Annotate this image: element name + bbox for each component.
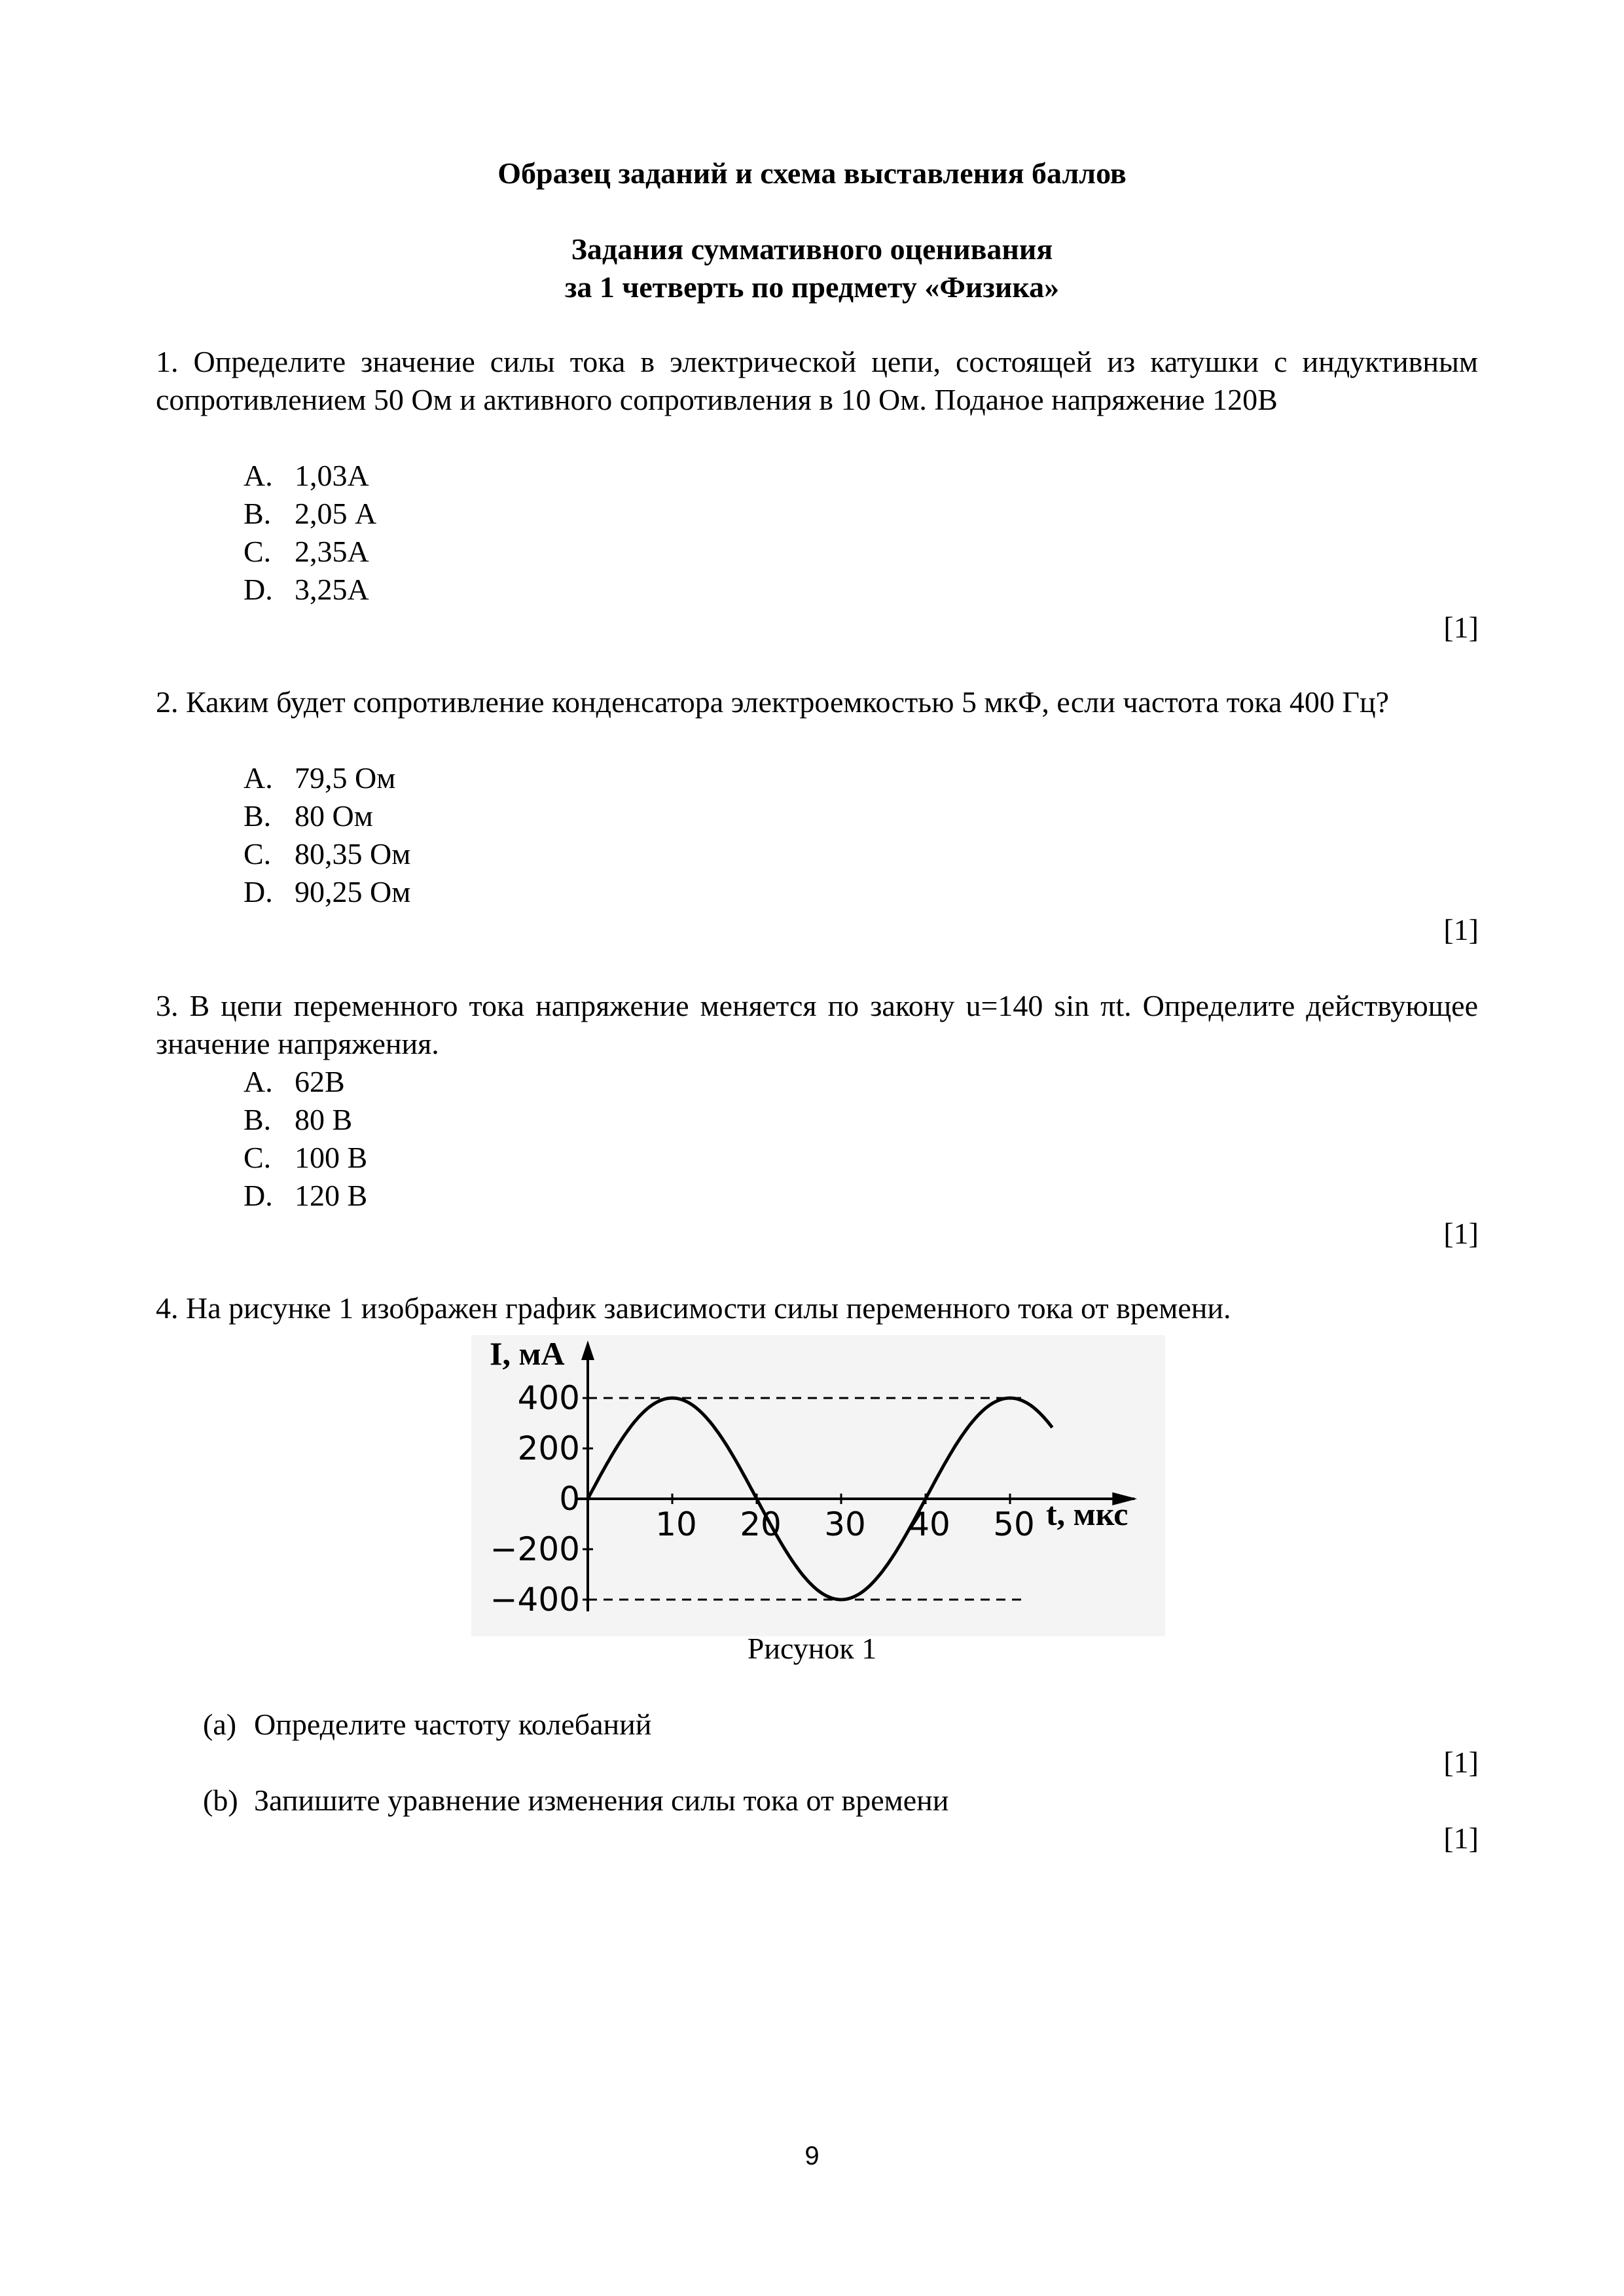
question-3-options xyxy=(244,1063,367,1215)
question-2-options xyxy=(244,759,410,911)
option-d: D. 120 В xyxy=(244,1179,368,1212)
page-number: 9 xyxy=(804,2142,820,2170)
subquestion-a-score: [1] xyxy=(1443,1746,1479,1779)
current-vs-time-graph xyxy=(471,1335,1165,1636)
subquestion-b: (b) Запишите уравнение изменения силы тока от времени xyxy=(203,1784,949,1817)
question-1-options xyxy=(244,457,376,609)
option-c: C. 2,35А xyxy=(244,535,369,568)
question-1-score: [1] xyxy=(1443,611,1479,644)
option-b: B. 80 В xyxy=(244,1103,353,1136)
assessment-title-line1: Задания суммативного оценивания xyxy=(571,232,1053,266)
y-axis-label: I, мА xyxy=(490,1335,565,1372)
question-3-text: 3. В цепи переменного тока напряжение меняется по закону u=140 sin πt. Определите действующее значение напряжения. xyxy=(156,989,1478,1060)
document-title: Образец заданий и схема выставления баллов xyxy=(497,156,1127,190)
x-axis-label: t, мкс xyxy=(1046,1496,1128,1532)
question-2-text: 2. Каким будет сопротивление конденсатора электроемкостью 5 мкФ, если частота тока 400 Гц? xyxy=(156,685,1390,719)
option-d: D. 90,25 Ом xyxy=(244,875,411,908)
y-tick-label: −400 xyxy=(490,1581,580,1619)
x-tick-label: 40 xyxy=(909,1505,950,1543)
question-1-text: 1. Определите значение силы тока в электрической цепи, состоящей из катушки с индуктивным сопротивлением 50 Ом и активного сопротивления в 10 Ом. Поданое напряжение 120В xyxy=(156,345,1478,416)
x-tick-label: 20 xyxy=(740,1505,782,1543)
option-c: C. 100 В xyxy=(244,1141,368,1174)
option-a: A. 62В xyxy=(244,1065,345,1098)
assessment-title-line2: за 1 четверть по предмету «Физика» xyxy=(564,270,1060,304)
figure-caption: Рисунок 1 xyxy=(747,1632,877,1665)
y-tick-label: 200 xyxy=(517,1429,580,1467)
x-tick-label: 10 xyxy=(655,1505,697,1543)
y-tick-label: 0 xyxy=(559,1480,580,1518)
option-b: B. 80 Ом xyxy=(244,799,373,833)
subquestion-a: (a) Определите частоту колебаний xyxy=(203,1708,652,1741)
option-b: B. 2,05 А xyxy=(244,497,377,530)
option-c: C. 80,35 Ом xyxy=(244,837,411,870)
question-3-score: [1] xyxy=(1443,1217,1479,1250)
x-tick-label: 50 xyxy=(993,1505,1035,1543)
question-4-text: 4. На рисунке 1 изображен график зависимости силы переменного тока от времени. xyxy=(156,1291,1231,1325)
option-d: D. 3,25А xyxy=(244,573,369,606)
y-tick-label: 400 xyxy=(517,1379,580,1417)
subquestion-b-score: [1] xyxy=(1443,1821,1479,1855)
option-a: A. 1,03А xyxy=(244,459,369,492)
y-tick-label: −200 xyxy=(490,1530,580,1568)
question-2-score: [1] xyxy=(1443,913,1479,946)
option-a: A. 79,5 Ом xyxy=(244,761,396,795)
x-tick-label: 30 xyxy=(824,1505,866,1543)
